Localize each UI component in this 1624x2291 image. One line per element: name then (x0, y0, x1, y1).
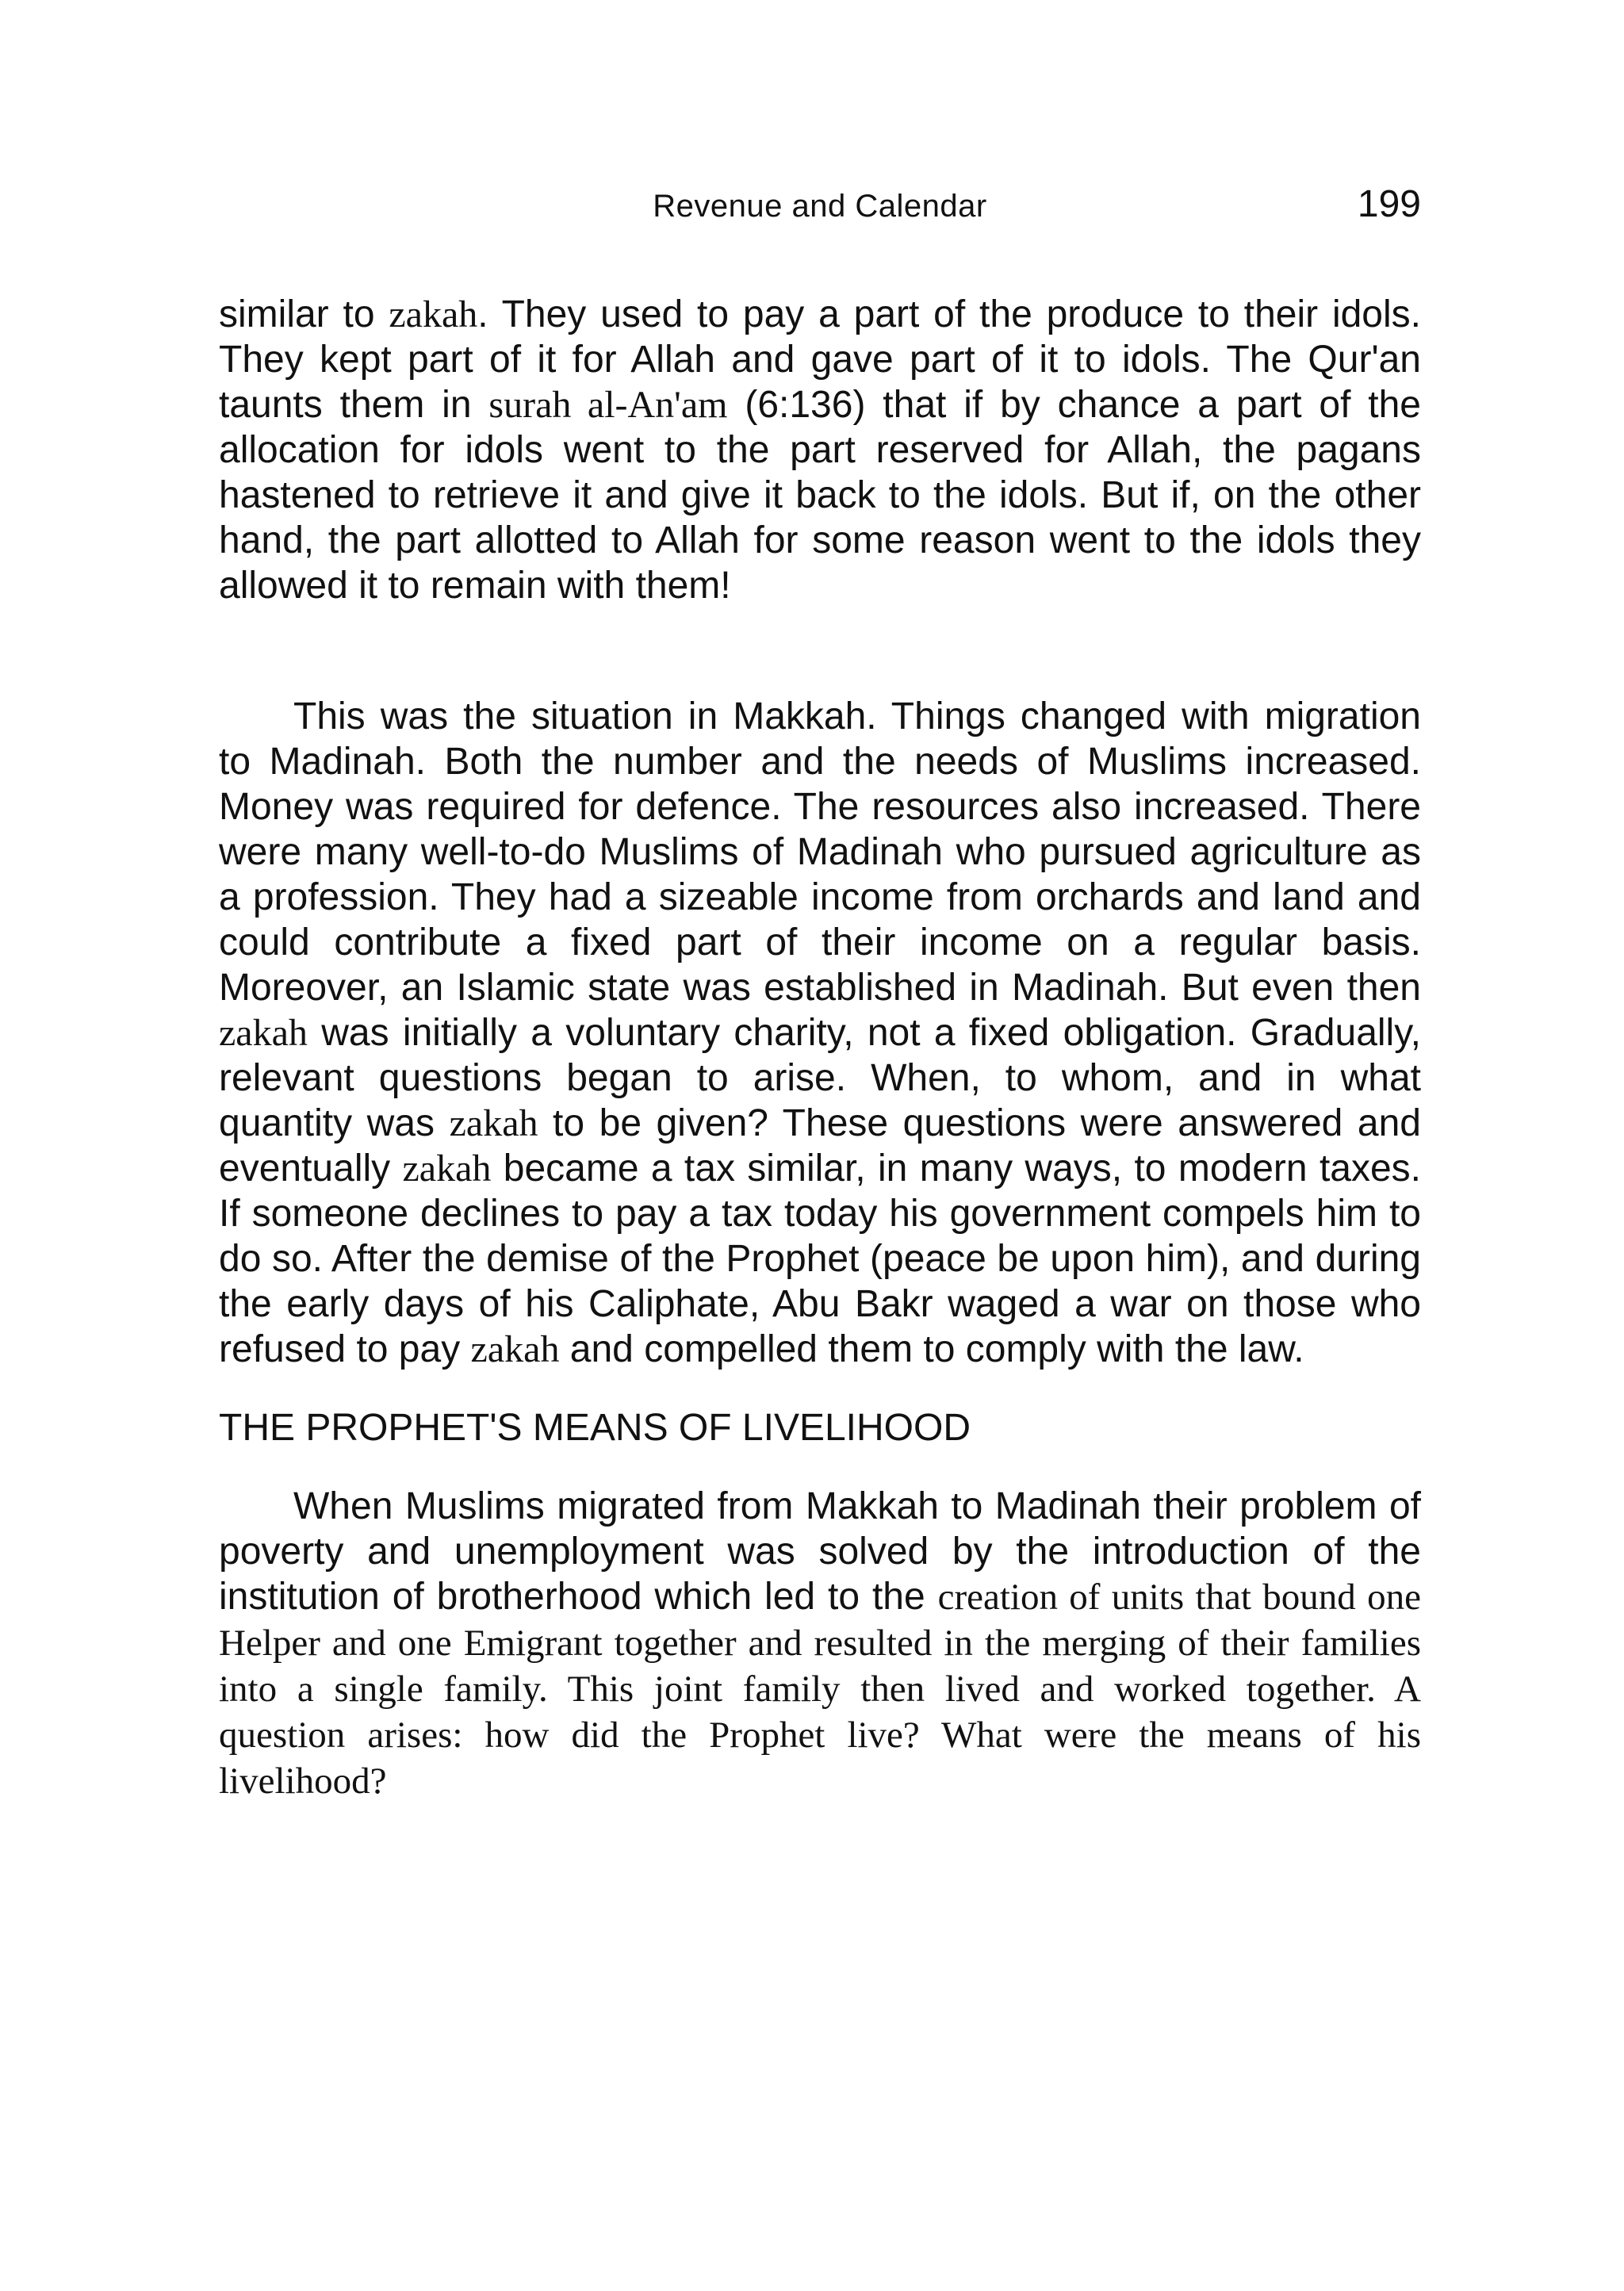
term-zakah: zakah (402, 1147, 492, 1190)
term-zakah: zakah (219, 1012, 308, 1054)
term-surah-al-anam: surah al-An'am (488, 384, 728, 426)
paragraph-2 (219, 694, 1421, 1372)
text-run: to be given? These questions were answered and eventually (219, 1102, 1421, 1190)
text-run: . They used to pay a part of the produce to their idols. They kept part of it for Allah and gave part of it to idols. The Qur'an taunts them in (219, 293, 1422, 426)
term-zakah: zakah (449, 1102, 538, 1144)
text-run-serif: creation of units that bound one Helper and one Emigrant together and resulted in the merging of their families into a single family. This joint family then lived and worked together. A question arises: how did the Prophet live? What were the means of his livelihood? (219, 1576, 1421, 1802)
text-run: was initially a voluntary charity, not a fixed obligation. Gradually, relevant questions began to arise. When, to whom, and in what quantity was (219, 1012, 1421, 1144)
term-zakah: zakah (389, 293, 478, 335)
page-number: 199 (1357, 183, 1421, 225)
term-zakah: zakah (470, 1328, 560, 1370)
text-run: became a tax similar, in many ways, to modern taxes. If someone declines to pay a tax today his government compels him to do so. After the demise of the Prophet (peace be upon him), and during the early days of his Caliphate, Abu Bakr waged a war on those who refused to pay (219, 1147, 1422, 1370)
text-run: similar to (219, 293, 389, 335)
running-header (219, 183, 1421, 236)
text-run: When Muslims migrated from Makkah to Madinah their problem of poverty and unemployment was solved by the introduction of the institution of brotherhood which led to the (219, 1485, 1421, 1618)
text-run: (6:136) that if by chance a part of the allocation for idols went to the part reserved for Allah, the pagans hastened to retrieve it and give it back to the idols. But if, on the other hand, the part allotted to Allah for some reason went to the idols they allowed it to remain with them! (219, 384, 1422, 607)
running-title: Revenue and Calendar (653, 189, 987, 224)
section-heading: THE PROPHET'S MEANS OF LIVELIHOOD (219, 1407, 971, 1449)
paragraph-1 (219, 292, 1421, 608)
paragraph-3 (219, 1484, 1421, 1804)
body-text (219, 292, 1421, 1804)
text-run: and compelled them to comply with the law. (559, 1328, 1304, 1370)
text-run: This was the situation in Makkah. Things changed with migration to Madinah. Both the number and the needs of Muslims increased. Money was required for defence. The resources also increased. There were many well-to-do Muslims of Madinah who pursued agriculture as a profession. They had a sizeable income from orchards and land and could contribute a fixed part of their income on a regular basis. Moreover, an Islamic state was established in Madinah. But even then (219, 695, 1421, 1009)
